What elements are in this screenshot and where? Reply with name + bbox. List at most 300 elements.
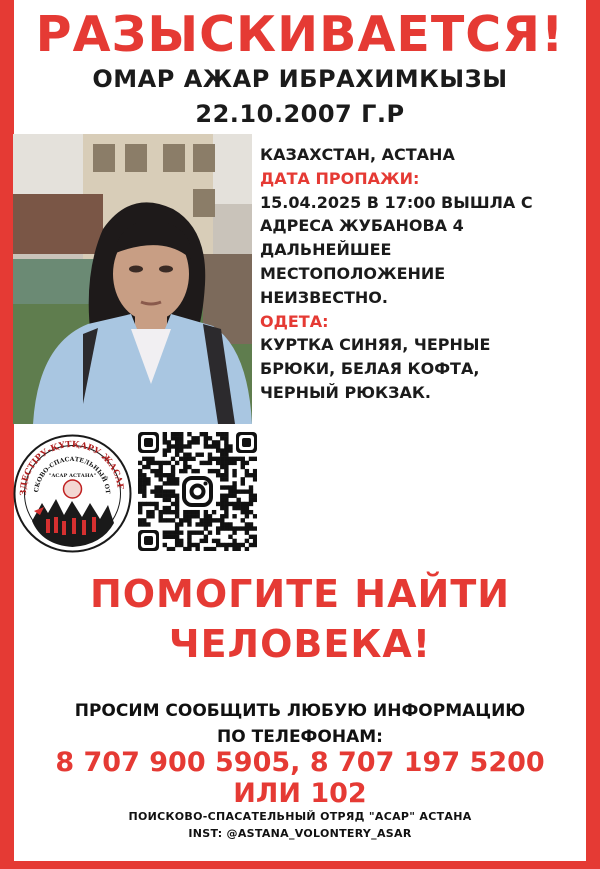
qr-module (142, 485, 146, 489)
qr-module (146, 502, 150, 506)
qr-module (216, 518, 220, 522)
qr-module (224, 522, 228, 526)
qr-module (183, 510, 187, 514)
qr-module (212, 518, 216, 522)
qr-module (179, 522, 183, 526)
qr-module (187, 547, 191, 551)
qr-module (232, 547, 236, 551)
qr-module (175, 440, 179, 444)
qr-module (224, 510, 228, 514)
qr-module (220, 465, 224, 469)
qr-module (159, 477, 163, 481)
help-line: ПОМОГИТЕ НАЙТИ (89, 572, 511, 616)
location-text: КАЗАХСТАН, АСТАНА (260, 145, 455, 164)
qr-module (241, 465, 245, 469)
qr-module (208, 469, 212, 473)
qr-module (187, 522, 191, 526)
org-instagram[interactable]: INST: @ASTANA_VOLONTERY_ASAR (188, 827, 412, 840)
qr-module (142, 522, 146, 526)
qr-module (150, 489, 154, 493)
qr-module (228, 526, 232, 530)
qr-module (224, 469, 228, 473)
qr-module (146, 481, 150, 485)
clothes-label: ОДЕТА: (260, 311, 329, 331)
qr-module (236, 489, 240, 493)
qr-module (146, 510, 150, 514)
qr-module (220, 461, 224, 465)
qr-module (249, 485, 253, 489)
qr-module (249, 457, 253, 461)
qr-module (245, 547, 249, 551)
qr-module (232, 469, 236, 473)
qr-module (232, 485, 236, 489)
qr-module (154, 506, 158, 510)
qr-module (224, 453, 228, 457)
qr-module (183, 469, 187, 473)
qr-module (187, 453, 191, 457)
qr-module (253, 494, 257, 498)
qr-module (159, 494, 163, 498)
help-title (20, 569, 580, 669)
qr-module (228, 494, 232, 498)
qr-module (183, 514, 187, 518)
qr-module (224, 444, 228, 448)
qr-module (212, 444, 216, 448)
qr-module (159, 465, 163, 469)
qr-module (204, 518, 208, 522)
qr-module (171, 518, 175, 522)
qr-module (179, 457, 183, 461)
qr-module (241, 526, 245, 530)
qr-module (208, 444, 212, 448)
qr-module (146, 461, 150, 465)
qr-module (175, 510, 179, 514)
qr-module (204, 547, 208, 551)
qr-module (167, 440, 171, 444)
qr-module (200, 432, 204, 436)
qr-module (191, 436, 195, 440)
qr-module (138, 485, 142, 489)
qr-module (216, 457, 220, 461)
qr-module (138, 522, 142, 526)
qr-module (163, 453, 167, 457)
qr-module (179, 518, 183, 522)
logo-ring-sub: "АСАР АСТАНА" (48, 473, 97, 479)
qr-module (187, 530, 191, 534)
qr-module (138, 473, 142, 477)
qr-module (167, 518, 171, 522)
qr-module (208, 530, 212, 534)
qr-module (179, 448, 183, 452)
qr-module (138, 506, 142, 510)
qr-module (187, 535, 191, 539)
qr-module (212, 469, 216, 473)
qr-module (224, 461, 228, 465)
qr-module (241, 489, 245, 493)
qr-module (175, 453, 179, 457)
qr-module (216, 543, 220, 547)
qr-module (175, 494, 179, 498)
org-name: ПОИСКОВО-СПАСАТЕЛЬНЫЙ ОТРЯД "АСАР" АСТАНА (128, 810, 472, 823)
qr-module (195, 543, 199, 547)
qr-module (167, 498, 171, 502)
qr-module (171, 510, 175, 514)
qr-module (195, 514, 199, 518)
qr-module (187, 510, 191, 514)
qr-module (253, 543, 257, 547)
qr-module (167, 535, 171, 539)
qr-module (171, 535, 175, 539)
qr-module (183, 457, 187, 461)
qr-module (179, 543, 183, 547)
search-rescue-logo (12, 433, 133, 554)
qr-module (159, 510, 163, 514)
qr-module (175, 477, 179, 481)
qr-module (249, 543, 253, 547)
qr-module (224, 465, 228, 469)
qr-module (224, 502, 228, 506)
qr-module (183, 465, 187, 469)
qr-module (138, 502, 142, 506)
qr-module (179, 436, 183, 440)
qr-module (179, 444, 183, 448)
qr-module (183, 461, 187, 465)
qr-module (163, 498, 167, 502)
qr-module (175, 461, 179, 465)
qr-module (241, 506, 245, 510)
qr-module (208, 453, 212, 457)
qr-module (163, 432, 167, 436)
qr-module (171, 432, 175, 436)
qr-module (175, 522, 179, 526)
qr-module (208, 457, 212, 461)
qr-module (249, 489, 253, 493)
qr-module (171, 457, 175, 461)
qr-module (167, 473, 171, 477)
qr-module (179, 469, 183, 473)
qr-module (208, 436, 212, 440)
qr-module (249, 522, 253, 526)
qr-module (245, 514, 249, 518)
qr-module (224, 543, 228, 547)
qr-module (220, 448, 224, 452)
missing-line: НЕИЗВЕСТНО. (260, 287, 388, 307)
qr-module (183, 518, 187, 522)
qr-module (216, 440, 220, 444)
qr-module (183, 453, 187, 457)
qr-module (216, 473, 220, 477)
qr-module (167, 481, 171, 485)
qr-module (204, 514, 208, 518)
qr-module (138, 469, 142, 473)
qr-module (232, 461, 236, 465)
qr-module (175, 481, 179, 485)
qr-module (220, 453, 224, 457)
qr-module (224, 485, 228, 489)
qr-module (220, 502, 224, 506)
qr-module (220, 494, 224, 498)
qr-module (146, 522, 150, 526)
qr-module (175, 530, 179, 534)
qr-module (220, 457, 224, 461)
qr-module (179, 432, 183, 436)
qr-module (175, 535, 179, 539)
qr-module (224, 547, 228, 551)
qr-module (163, 518, 167, 522)
qr-module (175, 506, 179, 510)
qr-module (228, 535, 232, 539)
qr-module (232, 502, 236, 506)
instagram-icon (180, 474, 215, 509)
qr-module (245, 510, 249, 514)
qr-module (167, 494, 171, 498)
ask-line: ПО ТЕЛЕФОНАМ: (217, 727, 383, 747)
qr-module (208, 522, 212, 526)
qr-module (204, 535, 208, 539)
qr-module (216, 530, 220, 534)
qr-module (220, 436, 224, 440)
qr-module (224, 494, 228, 498)
qr-module (171, 477, 175, 481)
instagram-qr-code[interactable] (138, 432, 257, 551)
qr-module (232, 539, 236, 543)
qr-module (146, 465, 150, 469)
qr-module (249, 526, 253, 530)
qr-module (224, 498, 228, 502)
qr-module (224, 432, 228, 436)
qr-module (150, 502, 154, 506)
qr-module (167, 506, 171, 510)
qr-module (249, 510, 253, 514)
clothes-line: ЧЕРНЫЙ РЮКЗАК. (260, 382, 432, 402)
qr-module (245, 469, 249, 473)
qr-module (245, 473, 249, 477)
logo-ring-mid: СКОВО-СПАСАТЕЛЬНЫЙ ОТ (33, 455, 112, 495)
qr-module (224, 448, 228, 452)
qr-module (163, 494, 167, 498)
qr-module (154, 469, 158, 473)
qr-module (191, 440, 195, 444)
qr-module (249, 494, 253, 498)
qr-module (163, 543, 167, 547)
qr-module (220, 522, 224, 526)
qr-module (224, 514, 228, 518)
qr-module (200, 522, 204, 526)
qr-module (167, 489, 171, 493)
qr-module (138, 489, 142, 493)
qr-module (175, 539, 179, 543)
qr-module (171, 473, 175, 477)
qr-module (138, 518, 142, 522)
qr-module (154, 494, 158, 498)
qr-module (138, 477, 142, 481)
qr-module (253, 539, 257, 543)
qr-module (241, 543, 245, 547)
clothes-line: БРЮКИ, БЕЛАЯ КОФТА, (260, 359, 480, 379)
qr-module (175, 448, 179, 452)
qr-module (208, 518, 212, 522)
qr-module (138, 461, 142, 465)
qr-module (154, 489, 158, 493)
qr-module (224, 457, 228, 461)
ask-line: ПРОСИМ СООБЩИТЬ ЛЮБУЮ ИНФОРМАЦИЮ (74, 701, 526, 721)
clothes-line: КУРТКА СИНЯЯ, ЧЕРНЫЕ (260, 335, 491, 355)
qr-module (220, 506, 224, 510)
qr-module (228, 461, 232, 465)
qr-module (245, 526, 249, 530)
qr-module (154, 502, 158, 506)
missing-line: АДРЕСА ЖУБАНОВА 4 (260, 216, 464, 236)
qr-module (175, 543, 179, 547)
qr-module (236, 526, 240, 530)
qr-module (175, 514, 179, 518)
qr-module (212, 539, 216, 543)
qr-module (212, 440, 216, 444)
qr-module (200, 461, 204, 465)
qr-module (187, 543, 191, 547)
qr-module (232, 530, 236, 534)
qr-module (146, 457, 150, 461)
qr-module (212, 547, 216, 551)
qr-module (187, 457, 191, 461)
qr-module (228, 448, 232, 452)
qr-module (228, 543, 232, 547)
qr-module (171, 530, 175, 534)
qr-module (138, 481, 142, 485)
qr-module (171, 444, 175, 448)
qr-module (208, 461, 212, 465)
qr-module (171, 489, 175, 493)
qr-module (154, 461, 158, 465)
qr-module (175, 444, 179, 448)
qr-module (245, 506, 249, 510)
person-photo (13, 134, 252, 424)
qr-module (159, 518, 163, 522)
qr-module (216, 461, 220, 465)
qr-module (232, 494, 236, 498)
qr-module (187, 539, 191, 543)
qr-module (228, 502, 232, 506)
qr-module (241, 481, 245, 485)
qr-module (232, 457, 236, 461)
qr-module (146, 477, 150, 481)
qr-module (142, 494, 146, 498)
qr-module (253, 457, 257, 461)
qr-module (163, 489, 167, 493)
qr-module (187, 440, 191, 444)
qr-module (236, 498, 240, 502)
qr-module (179, 440, 183, 444)
qr-module (216, 448, 220, 452)
qr-module (175, 502, 179, 506)
qr-module (245, 539, 249, 543)
qr-module (224, 506, 228, 510)
qr-module (232, 489, 236, 493)
qr-module (228, 485, 232, 489)
bottom-border (0, 861, 600, 869)
qr-module (245, 530, 249, 534)
qr-module (232, 543, 236, 547)
qr-module (212, 510, 216, 514)
qr-module (232, 514, 236, 518)
qr-module (216, 539, 220, 543)
qr-module (150, 461, 154, 465)
qr-module (228, 444, 232, 448)
headline: РАЗЫСКИВАЕТСЯ! (35, 6, 565, 63)
qr-module (159, 514, 163, 518)
qr-module (253, 535, 257, 539)
qr-module (191, 543, 195, 547)
phone-line[interactable]: 8 707 900 5905, 8 707 197 5200 (55, 747, 545, 778)
qr-module (253, 498, 257, 502)
qr-module (195, 440, 199, 444)
qr-module (175, 498, 179, 502)
qr-module (171, 469, 175, 473)
qr-module (204, 522, 208, 526)
qr-module (142, 473, 146, 477)
qr-module (142, 489, 146, 493)
qr-module (163, 473, 167, 477)
qr-module (175, 436, 179, 440)
qr-module (224, 473, 228, 477)
qr-module (224, 477, 228, 481)
qr-module (249, 502, 253, 506)
qr-module (167, 444, 171, 448)
qr-module (253, 473, 257, 477)
qr-module (220, 473, 224, 477)
qr-module (204, 432, 208, 436)
emblem-icon (64, 480, 82, 498)
qr-module (204, 461, 208, 465)
qr-module (245, 502, 249, 506)
qr-module (216, 432, 220, 436)
qr-module (171, 502, 175, 506)
qr-module (171, 481, 175, 485)
qr-module (253, 514, 257, 518)
qr-module (195, 436, 199, 440)
qr-module (241, 510, 245, 514)
qr-module (236, 547, 240, 551)
qr-module (142, 502, 146, 506)
qr-module (142, 477, 146, 481)
qr-module (163, 481, 167, 485)
qr-module (241, 477, 245, 481)
qr-module (167, 530, 171, 534)
qr-module (245, 461, 249, 465)
qr-module (159, 473, 163, 477)
qr-module (216, 526, 220, 530)
qr-module (220, 518, 224, 522)
qr-module (241, 502, 245, 506)
qr-module (253, 477, 257, 481)
qr-module (191, 457, 195, 461)
qr-module (163, 448, 167, 452)
qr-module (228, 489, 232, 493)
qr-module (150, 457, 154, 461)
qr-module (236, 457, 240, 461)
qr-module (159, 485, 163, 489)
qr-module (167, 547, 171, 551)
qr-module (224, 526, 228, 530)
qr-module (195, 469, 199, 473)
qr-module (220, 498, 224, 502)
qr-module (171, 547, 175, 551)
phone-line[interactable]: ИЛИ 102 (233, 778, 367, 809)
qr-module (167, 461, 171, 465)
qr-module (216, 444, 220, 448)
qr-module (232, 481, 236, 485)
qr-module (171, 465, 175, 469)
